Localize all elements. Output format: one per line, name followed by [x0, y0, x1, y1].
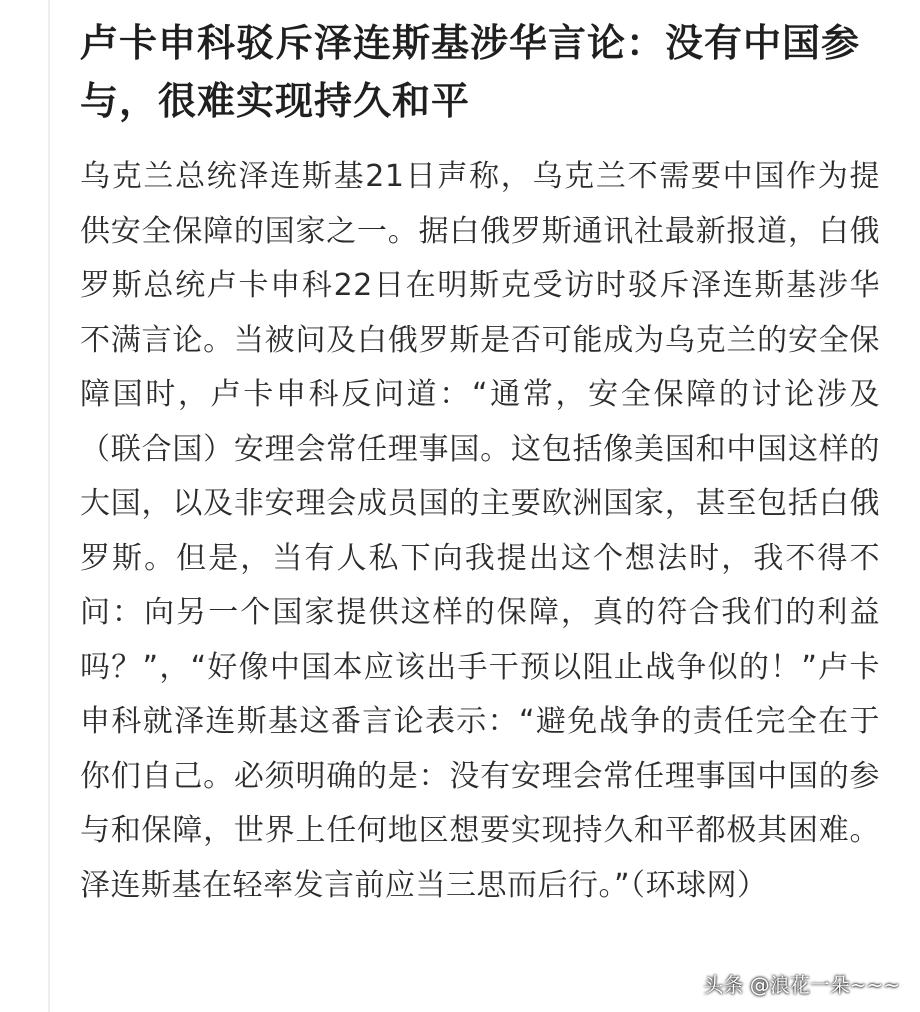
- article: [80, 14, 880, 913]
- left-divider-line: [48, 0, 50, 1012]
- article-title: 卢卡申科驳斥泽连斯基涉华言论：没有中国参与，很难实现持久和平: [80, 21, 861, 123]
- watermark: 头条 @浪花一朵~~~: [703, 973, 900, 997]
- article-body: 乌克兰总统泽连斯基21日声称，乌克兰不需要中国作为提供安全保障的国家之一。据白俄罗斯通讯社最新报道，白俄罗斯总统卢卡申科22日在明斯克受访时驳斥泽连斯基涉华不满言论。当被问及白俄罗斯是否可能成为乌克兰的安全保障国时，卢卡申科反问道：“通常，安全保障的讨论涉及（联合国）安理会常任理事国。这包括像美国和中国这样的大国，以及非安理会成员国的主要欧洲国家，甚至包括白俄罗斯。但是，当有人私下向我提出这个想法时，我不得不问：向另一个国家提供这样的保障，真的符合我们的利益吗？”，“好像中国本应该出手干预以阻止战争似的！”卢卡申科就泽连斯基这番言论表示：“避免战争的责任完全在于你们自己。必须明确的是：没有安理会常任理事国中国的参与和保障，世界上任何地区想要实现持久和平都极其困难。泽连斯基在轻率发言前应当三思而后行。”（环球网）: [80, 159, 880, 903]
